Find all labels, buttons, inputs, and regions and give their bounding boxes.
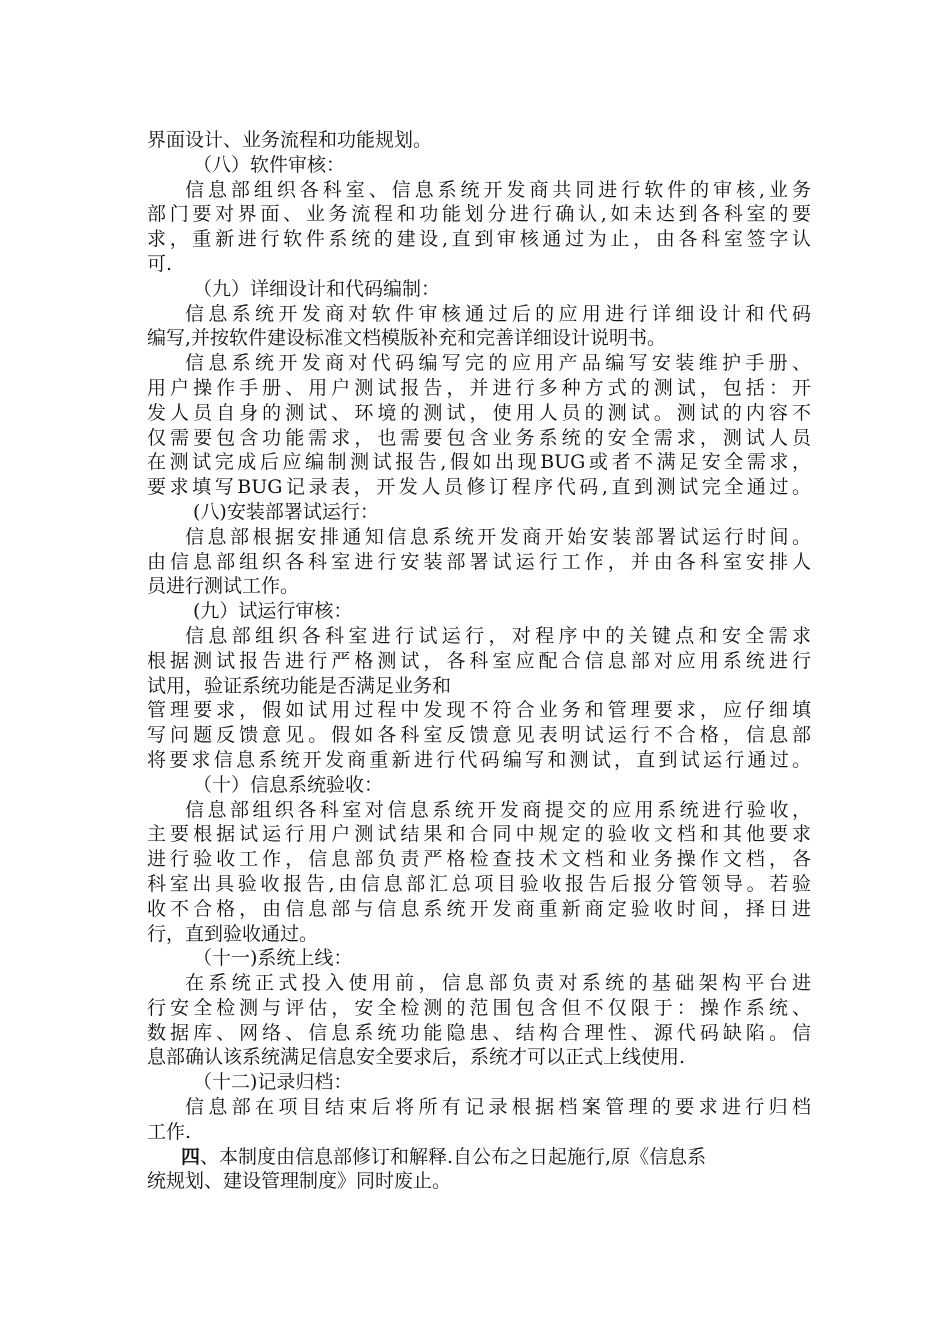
text-line: 信息部组织各科室对信息系统开发商提交的应用系统进行验收， <box>185 798 811 821</box>
text-line: 主要根据试运行用户测试结果和合同中规定的验收文档和其他要求 <box>147 823 811 846</box>
text-line: 仅需要包含功能需求，也需要包含业务系统的安全需求，测试人员 <box>147 426 811 449</box>
text-line: 编写,并按软件建设标准文档模版补充和完善详细设计说明书。 <box>147 327 667 350</box>
text-line: 界面设计、业务流程和功能规划。 <box>147 129 433 151</box>
section-heading: （十）信息系统验收： <box>193 773 384 796</box>
section-heading: (九）试运行审核： <box>193 600 353 623</box>
text-line: 科室出具验收报告,由信息部汇总项目验收报告后报分管领导。若验 <box>147 872 811 895</box>
clause-four-text: 、本制度由信息部修订和解释.自公布之日起施行,原《信息系 <box>200 1145 707 1168</box>
text-line: 在测试完成后应编制测试报告,假如出现BUG或者不满足安全需求， <box>147 451 811 474</box>
clause-four-line <box>147 1145 811 1170</box>
text-line: 部门要对界面、业务流程和功能划分进行确认,如未达到各科室的要 <box>147 203 811 226</box>
text-line: 管理要求，假如试用过程中发现不符合业务和管理要求，应仔细填 <box>147 699 811 722</box>
text-line: 进行验收工作，信息部负责严格检查技术文档和业务操作文档，各 <box>147 848 811 871</box>
text-line: 行，直到验收通过。 <box>147 922 319 945</box>
text-line: 息部确认该系统满足信息安全要求后，系统才可以正式上线使用. <box>147 1046 686 1069</box>
text-line: 数据库、网络、信息系统功能隐患、结构合理性、源代码缺陷。信 <box>147 1021 811 1044</box>
clause-four-label: 四 <box>181 1145 201 1168</box>
section-heading: （十一)系统上线： <box>193 947 353 970</box>
text-line: 写问题反馈意见。假如各科室反馈意见表明试运行不合格，信息部 <box>147 724 811 747</box>
text-line: 根据测试报告进行严格测试，各科室应配合信息部对应用系统进行 <box>147 649 811 672</box>
text-line: 收不合格，由信息部与信息系统开发商重新商定验收时间，择日进 <box>147 897 811 920</box>
section-heading: （八）软件审核： <box>193 153 346 176</box>
text-line: 可. <box>147 252 173 275</box>
text-line: 要求填写BUG记录表，开发人员修订程序代码,直到测试完全通过。 <box>147 476 811 499</box>
document-page <box>147 128 811 1194</box>
text-line: 将要求信息系统开发商重新进行代码编写和测试，直到试运行通过。 <box>147 748 811 771</box>
text-line: 求，重新进行软件系统的建设,直到审核通过为止，由各科室签字认 <box>147 228 811 251</box>
text-line: 在系统正式投入使用前，信息部负责对系统的基础架构平台进 <box>185 972 811 995</box>
text-line: 信息部组织各科室、信息系统开发商共同进行软件的审核,业务 <box>185 178 811 201</box>
text-line: 信息部在项目结束后将所有记录根据档案管理的要求进行归档 <box>185 1096 811 1119</box>
section-heading: （九）详细设计和代码编制： <box>193 277 441 300</box>
text-line: 信息部组织各科室进行试运行，对程序中的关键点和安全需求 <box>185 624 811 647</box>
text-line: 工作. <box>147 1120 192 1143</box>
text-line: 信息系统开发商对软件审核通过后的应用进行详细设计和代码 <box>185 302 811 325</box>
text-line: 试用，验证系统功能是否满足业务和 <box>147 674 452 697</box>
text-line: 员进行测试工作。 <box>147 575 300 598</box>
text-line: 信息部根据安排通知信息系统开发商开始安装部署试运行时间。 <box>185 525 811 548</box>
text-line: 行安全检测与评估，安全检测的范围包含但不仅限于：操作系统、 <box>147 996 811 1019</box>
text-line: 信息系统开发商对代码编写完的应用产品编写安装维护手册、 <box>185 352 811 375</box>
text-line: 发人员自身的测试、环境的测试，使用人员的测试。测试的内容不 <box>147 401 811 424</box>
text-line: 由信息部组织各科室进行安装部署试运行工作，并由各科室安排人 <box>147 550 811 573</box>
text-line: 用户操作手册、用户测试报告，并进行多种方式的测试，包括：开 <box>147 376 811 399</box>
section-heading: （十二)记录归档： <box>193 1071 353 1094</box>
section-heading: (八)安装部署试运行： <box>193 500 379 523</box>
text-line: 统规划、建设管理制度》同时废止。 <box>147 1170 452 1193</box>
